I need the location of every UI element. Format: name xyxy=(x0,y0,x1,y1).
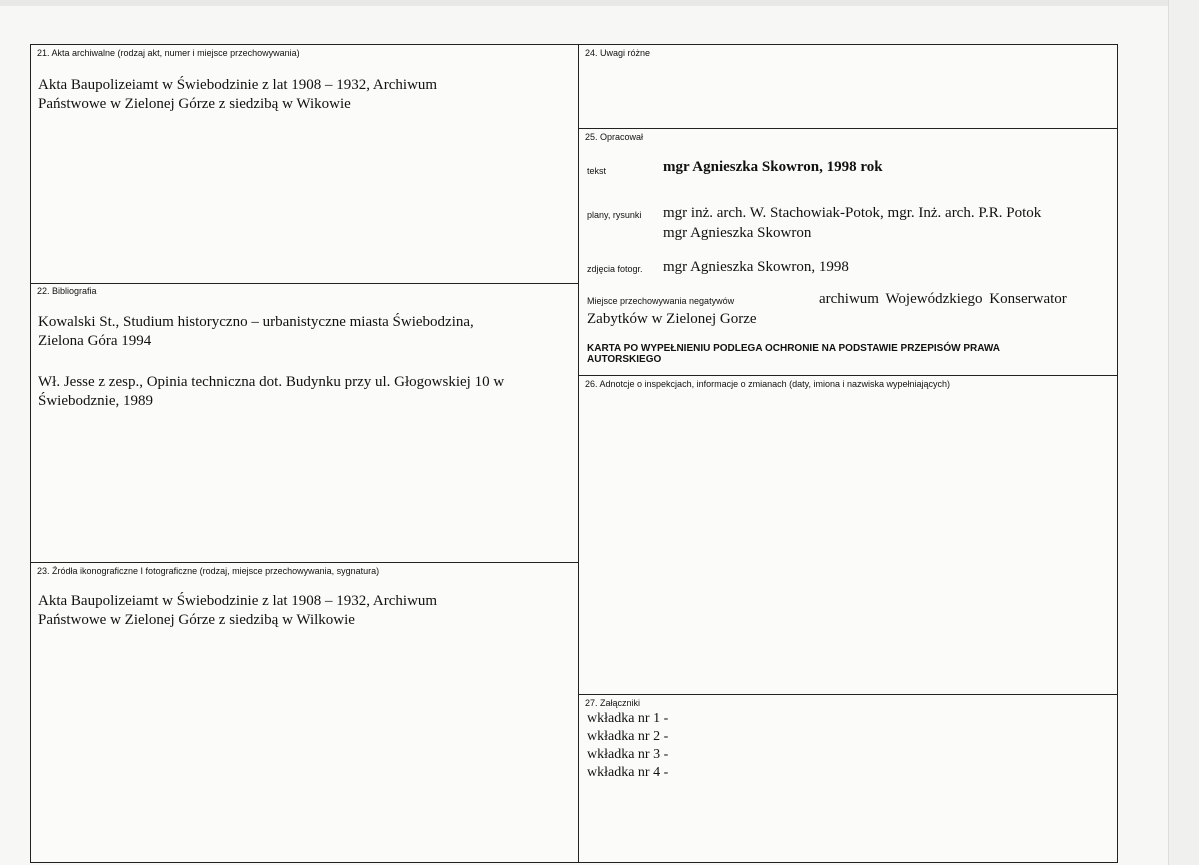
section-27-label: 27. Załączniki xyxy=(585,698,641,708)
section-24-remarks xyxy=(578,44,1118,129)
bibliography-entry-2-line-2: Świebodznie, 1989 xyxy=(38,393,153,409)
section-25-prepared-by xyxy=(578,128,1118,376)
miejsce-label: Miejsce przechowywania negatywów xyxy=(587,296,735,306)
bottom-right-blank xyxy=(578,819,1118,863)
plany-line-1: mgr inż. arch. W. Stachowiak-Potok, mgr. Inż. arch. P.R. Potok xyxy=(663,205,1042,221)
plany-label: plany, rysunki xyxy=(587,210,642,220)
section-21-label: 21. Akta archiwalne (rodzaj akt, numer i miejsce przechowywania) xyxy=(37,48,300,58)
page-right-edge xyxy=(1168,0,1199,865)
section-23-iconographic-sources xyxy=(30,562,579,863)
miejsce-line-2: Zabytków w Zielonej Gorze xyxy=(587,311,757,327)
zdjecia-value: mgr Agnieszka Skowron, 1998 xyxy=(663,259,849,275)
section-27-attachments xyxy=(578,694,1118,820)
bibliography-entry-1-line-2: Zielona Góra 1994 xyxy=(38,333,152,349)
section-21-line-1: Akta Baupolizeiamt w Świebodzinie z lat 1908 – 1932, Archiwum xyxy=(38,77,438,93)
tekst-value: mgr Agnieszka Skowron, 1998 rok xyxy=(663,159,883,175)
attachment-item-2: wkładka nr 2 - xyxy=(587,729,669,744)
tekst-label: tekst xyxy=(587,166,607,176)
copyright-notice-line-1: KARTA PO WYPEŁNIENIU PODLEGA OCHRONIE NA PODSTAWIE PRZEPISÓW PRAWA xyxy=(587,343,1000,354)
copyright-notice-line-2: AUTORSKIEGO xyxy=(587,354,662,365)
section-25-label: 25. Opracował xyxy=(585,132,644,142)
section-24-label: 24. Uwagi różne xyxy=(585,48,651,58)
bibliography-entry-1-line-1: Kowalski St., Studium historyczno – urbanistyczne miasta Świebodzina, xyxy=(38,314,474,330)
plany-line-2: mgr Agnieszka Skowron xyxy=(663,225,812,241)
attachment-item-3: wkładka nr 3 - xyxy=(587,747,669,762)
section-26-label: 26. Adnotcje o inspekcjach, informacje o zmianach (daty, imiona i nazwiska wypełniających) xyxy=(585,379,951,389)
attachment-item-4: wkładka nr 4 - xyxy=(587,765,669,780)
zdjecia-label: zdjęcia fotogr. xyxy=(587,264,643,274)
section-21-line-2: Państwowe w Zielonej Górze z siedzibą w Wikowie xyxy=(38,96,351,112)
section-23-label: 23. Źródła ikonograficzne I fotograficzne (rodzaj, miejsce przechowywania, sygnatura) xyxy=(37,566,380,576)
page-top-edge xyxy=(0,0,1199,6)
section-21-archival-records xyxy=(30,44,579,284)
bibliography-entry-2-line-1: Wł. Jesse z zesp., Opinia techniczna dot. Budynku przy ul. Głogowskiej 10 w xyxy=(38,374,505,390)
section-26-inspection-notes xyxy=(578,375,1118,695)
section-23-line-1: Akta Baupolizeiamt w Świebodzinie z lat 1908 – 1932, Archiwum xyxy=(38,593,438,609)
section-23-line-2: Państwowe w Zielonej Górze z siedzibą w Wilkowie xyxy=(38,612,355,628)
miejsce-line-1: archiwum Wojewódzkiego Konserwator xyxy=(819,291,1067,307)
attachment-item-1: wkładka nr 1 - xyxy=(587,711,669,726)
section-22-label: 22. Bibliografia xyxy=(37,286,97,296)
section-22-bibliography xyxy=(30,283,579,563)
